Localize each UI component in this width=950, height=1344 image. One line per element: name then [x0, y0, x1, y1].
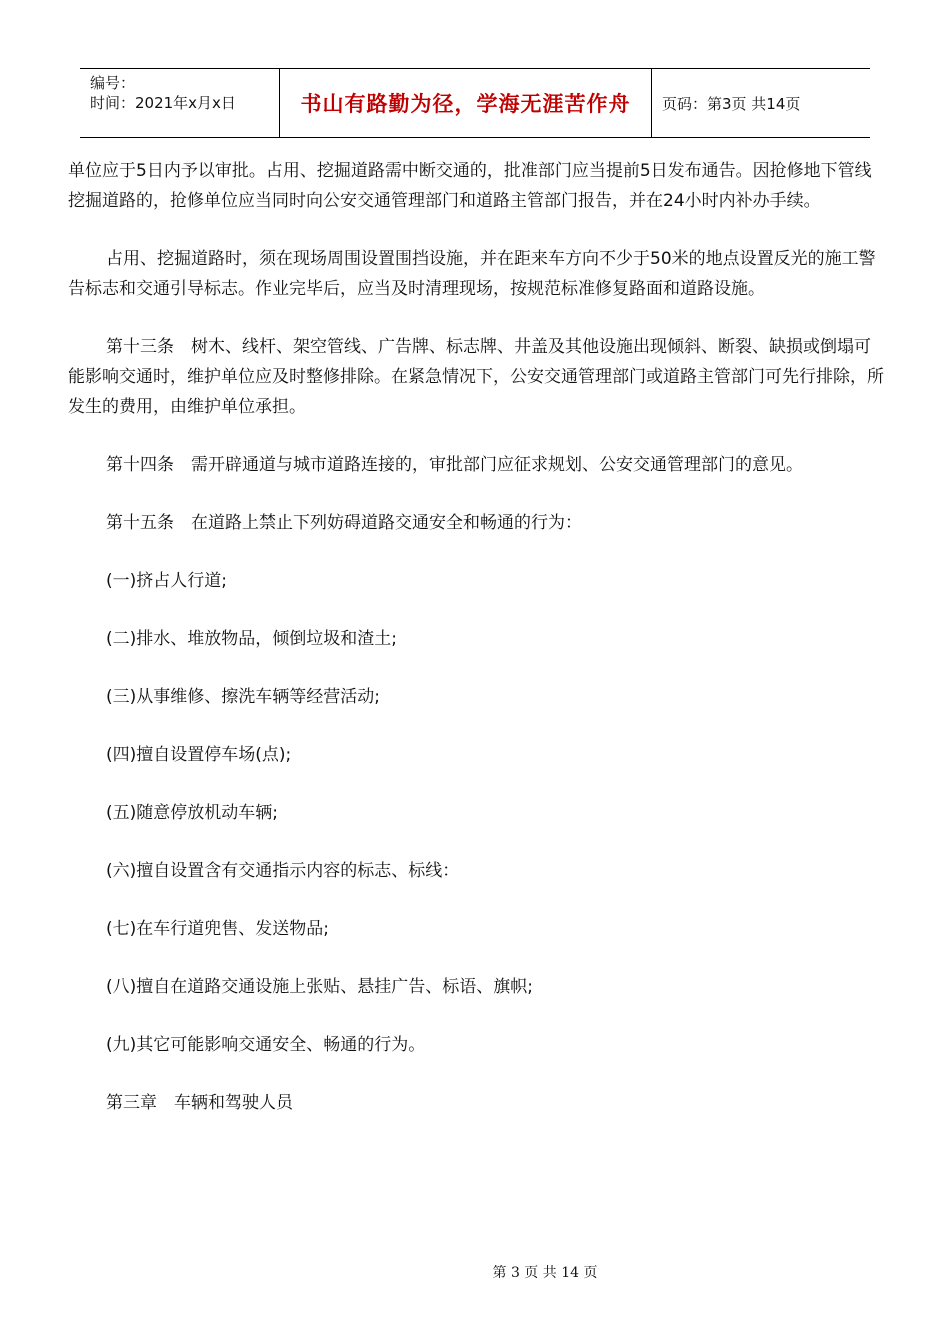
article-15: 第十五条 在道路上禁止下列妨碍道路交通安全和畅通的行为：	[106, 513, 582, 533]
document-date: 时间：2021年x月x日	[90, 94, 236, 112]
article-13: 第十三条 树木、线杆、架空管线、广告牌、标志牌、井盖及其他设施出现倾斜、断裂、缺损或倒塌可能影响交通时，维护单位应及时整修排除。在紧急情况下，公安交通管理部门或道路主管部门可先行排除，所发生的费用，由维护单位承担。	[68, 337, 884, 417]
list-item: (九)其它可能影响交通安全、畅通的行为。	[106, 1035, 426, 1055]
list-item: (六)擅自设置含有交通指示内容的标志、标线：	[106, 861, 460, 881]
list-item: (三)从事维修、擦洗车辆等经营活动;	[106, 687, 380, 707]
header-page-info: 页码：第3页 共14页	[662, 94, 801, 113]
list-item: (八)擅自在道路交通设施上张贴、悬挂广告、标语、旗帜;	[106, 977, 533, 997]
header-meta	[80, 69, 280, 137]
chapter-heading: 第三章 车辆和驾驶人员	[106, 1093, 293, 1113]
article-14: 第十四条 需开辟通道与城市道路连接的，审批部门应征求规划、公安交通管理部门的意见。	[106, 455, 803, 475]
list-item: (七)在车行道兜售、发送物品;	[106, 919, 329, 939]
page-header	[80, 68, 870, 138]
list-item: (四)擅自设置停车场(点);	[106, 745, 292, 765]
paragraph: 占用、挖掘道路时，须在现场周围设置围挡设施，并在距来车方向不少于50米的地点设置反光的施工警告标志和交通引导标志。作业完毕后，应当及时清理现场，按规范标准修复路面和道路设施。	[68, 249, 876, 299]
header-motto: 书山有路勤为径，学海无涯苦作舟	[300, 91, 631, 116]
list-item: (五)随意停放机动车辆;	[106, 803, 278, 823]
header-motto-cell	[280, 69, 652, 137]
document-body	[68, 156, 884, 1146]
list-item: (一)挤占人行道;	[106, 571, 227, 591]
document-number-label: 编号：	[90, 74, 136, 92]
page-footer: 第 3 页 共 14 页	[492, 1265, 598, 1281]
paragraph: 单位应于5日内予以审批。占用、挖掘道路需中断交通的，批准部门应当提前5日发布通告。因抢修地下管线挖掘道路的，抢修单位应当同时向公安交通管理部门和道路主管部门报告，并在24小时内补办手续。	[68, 161, 872, 211]
list-item: (二)排水、堆放物品，倾倒垃圾和渣土;	[106, 629, 397, 649]
